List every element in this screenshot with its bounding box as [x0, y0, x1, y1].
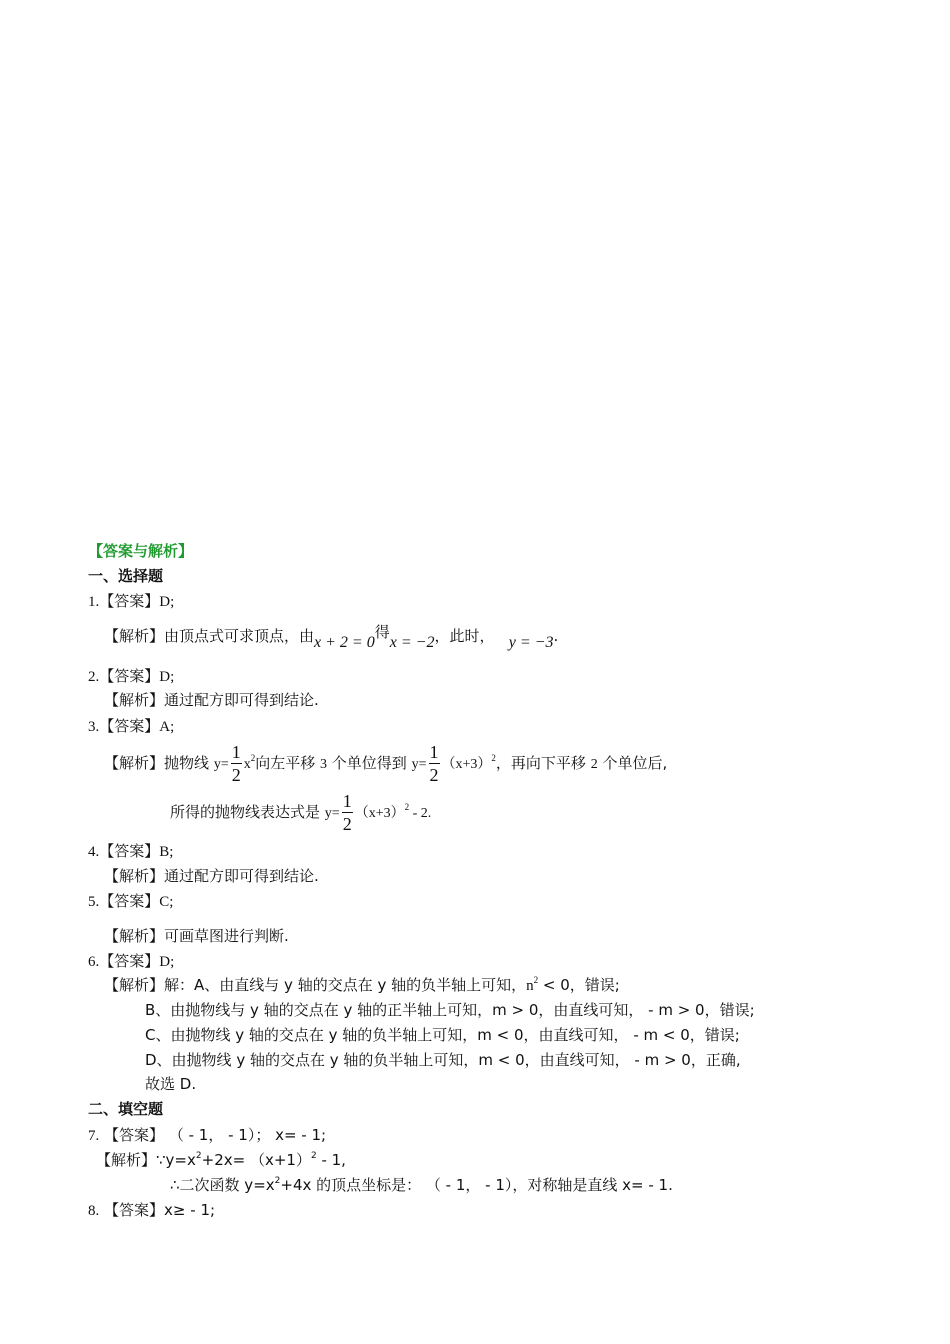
- q5-explanation: 【解析】可画草图进行判断.: [104, 927, 289, 945]
- q1-math-equation: x + 2 = 0: [314, 634, 375, 651]
- section-title-fill-in: 二、填空题: [88, 1100, 164, 1118]
- answer-header: 【答案与解析】: [88, 542, 194, 560]
- q1-explanation: 【解析】由顶点式可求顶点，由x + 2 = 0得x = −2，此时， y = −3.: [104, 623, 559, 651]
- q1-math-value: y = −3: [508, 634, 554, 651]
- q6-explanation-a: 【解析】解：A、由直线与 y 轴的交点在 y 轴的负半轴上可知，$n^2 < 0$，错误;: [104, 975, 620, 994]
- q2-explanation: 【解析】通过配方即可得到结论.: [104, 691, 319, 709]
- q3-explanation: 【解析】抛物线 y= $\frac{1}{2}$ $x^2$向左平移 3 个单位得到 y= $\frac{1}{2}$ $(x+3)^2$，再向下平移 2 个单位后,: [104, 742, 668, 785]
- q3-answer: 3.【答案】A;: [88, 717, 175, 735]
- q3-fraction: $\frac{1}{2}$: [429, 742, 439, 785]
- q6-explanation-c: C、由抛物线 y 轴的交点在 y 轴的负半轴上可知，m < 0，由直线可知， - m < 0，错误;: [145, 1026, 740, 1044]
- q3-fraction: $\frac{1}{2}$: [342, 791, 352, 834]
- q4-answer: 4.【答案】B;: [88, 842, 174, 860]
- q7-answer: 7. 【答案】 （ - 1， - 1）； x= - 1;: [88, 1126, 327, 1144]
- q7-explanation-line2: ∴二次函数 $y=x^2+4x$ 的顶点坐标是： （ - 1， - 1），对称轴是直线 x= - 1.: [170, 1176, 673, 1194]
- q2-answer: 2.【答案】D;: [88, 667, 175, 685]
- q7-explanation-line1: 【解析】$\because y=x^2+2x= (x+1)^2 - 1$,: [96, 1151, 346, 1169]
- q6-answer: 6.【答案】D;: [88, 952, 175, 970]
- q5-answer: 5.【答案】C;: [88, 892, 174, 910]
- q3-fraction: $\frac{1}{2}$: [231, 742, 241, 785]
- q6-explanation-d: D、由抛物线 y 轴的交点在 y 轴的负半轴上可知，m < 0，由直线可知， - m > 0，正确,: [145, 1051, 741, 1069]
- q1-math-solution: x = −2: [389, 634, 435, 651]
- q6-explanation-conclusion: 故选 D.: [145, 1075, 197, 1093]
- q3-explanation-result: 所得的抛物线表达式是 y= $\frac{1}{2}$ $(x+3)^2 - 2$.: [170, 791, 432, 834]
- q6-explanation-b: B、由抛物线与 y 轴的交点在 y 轴的正半轴上可知，m > 0，由直线可知， - m > 0，错误;: [145, 1001, 755, 1019]
- q1-answer: 1.【答案】D;: [88, 592, 175, 610]
- q8-answer: 8. 【答案】x≥ - 1;: [88, 1201, 216, 1219]
- q4-explanation: 【解析】通过配方即可得到结论.: [104, 867, 319, 885]
- section-title-multiple-choice: 一、选择题: [88, 567, 164, 585]
